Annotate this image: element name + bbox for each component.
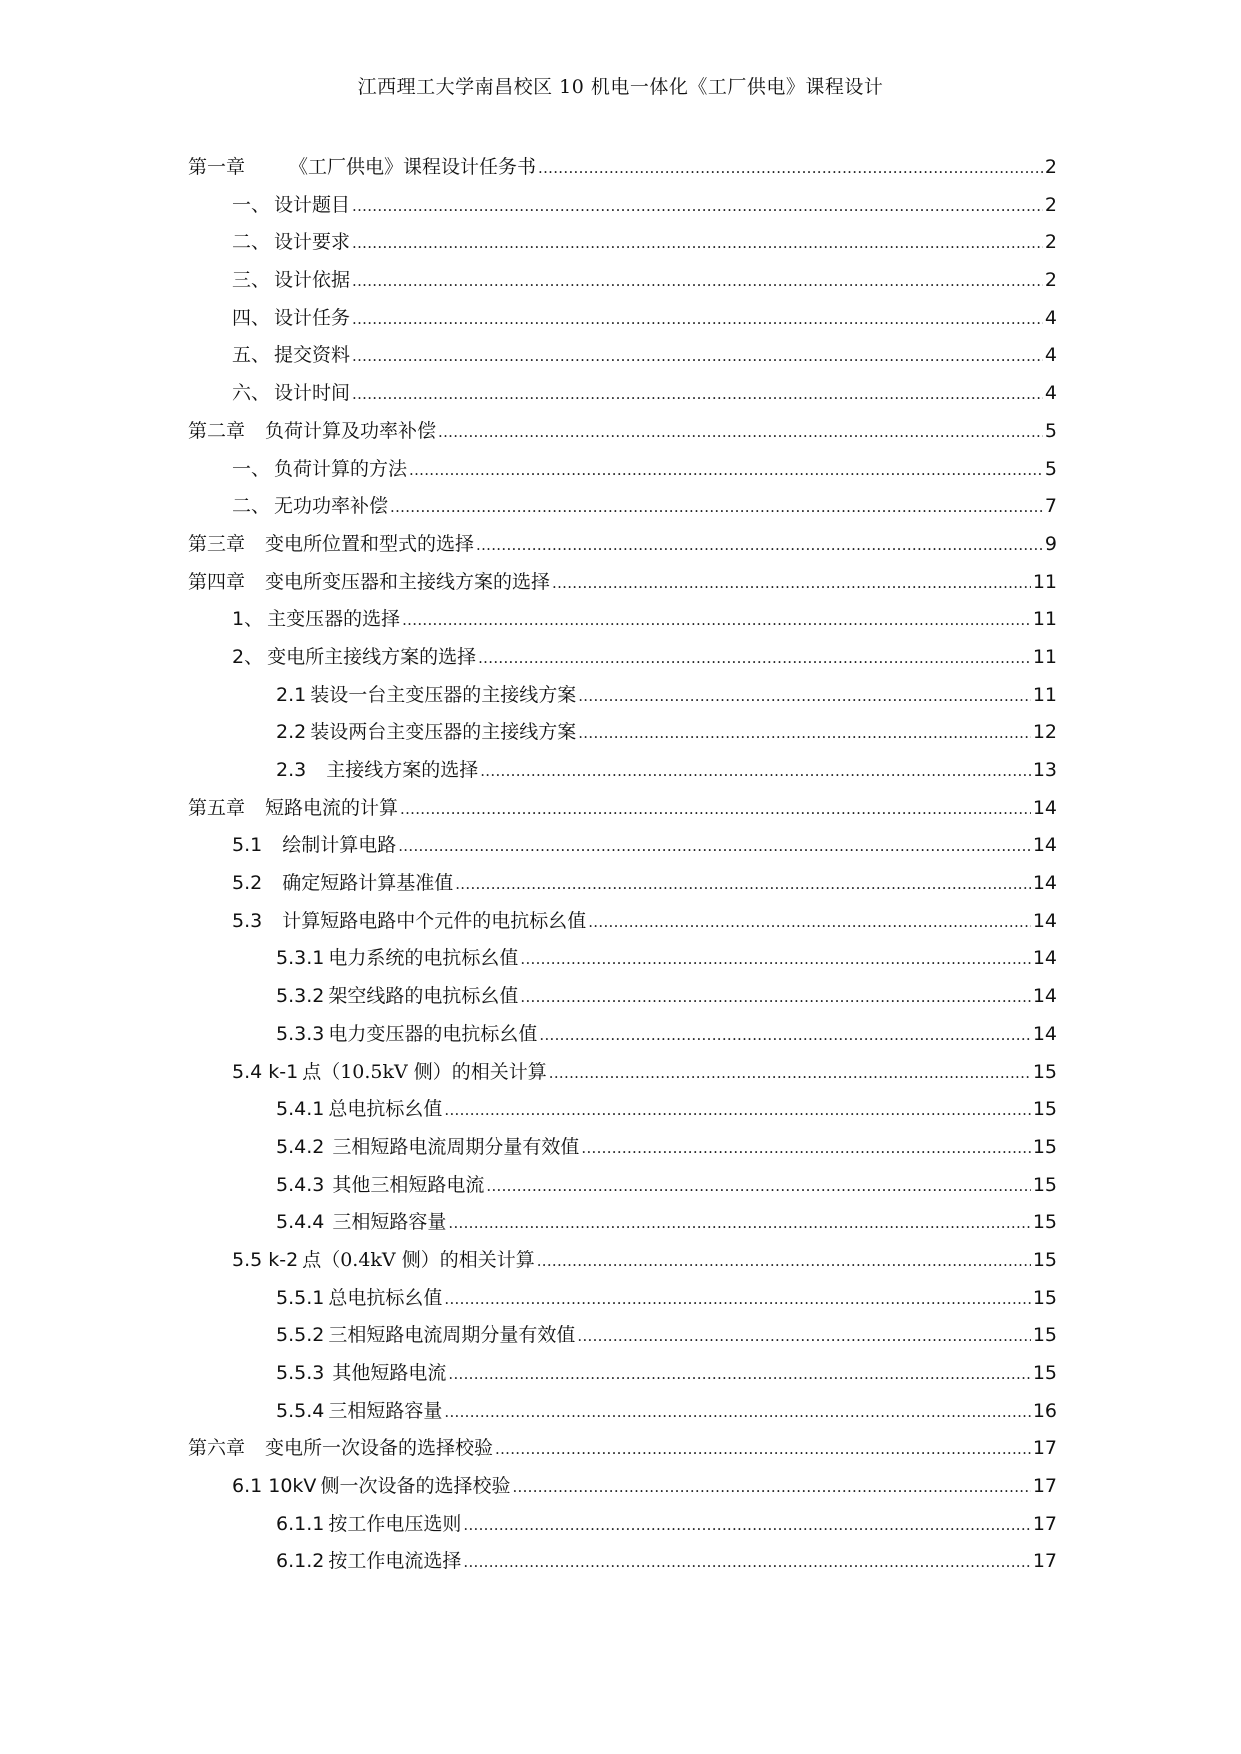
- toc-entry-number: 5.4.3: [276, 1173, 325, 1196]
- toc-entry[interactable]: [188, 1207, 1057, 1245]
- dot-leader: [578, 687, 1031, 705]
- dot-leader: [455, 875, 1031, 893]
- toc-page-number: 16: [1032, 1399, 1057, 1422]
- toc-entry-number: 二、: [232, 495, 271, 518]
- toc-entry-number: 五、: [232, 344, 271, 367]
- toc-entry-title: [276, 1358, 446, 1385]
- toc-entry-title: [276, 1509, 461, 1536]
- toc-entry-title: [232, 227, 350, 254]
- toc-page-number: 15: [1032, 1098, 1057, 1121]
- toc-entry-text: 按工作电流选择: [328, 1550, 462, 1573]
- toc-entry-number: 一、: [232, 193, 271, 216]
- toc-entry-number: 5.2: [232, 872, 263, 895]
- toc-entry-number: 2.3: [276, 759, 307, 781]
- toc-page-number: 17: [1032, 1437, 1057, 1460]
- dot-leader: [402, 611, 1031, 629]
- dot-leader: [512, 1478, 1030, 1496]
- toc-entry-number: 2.2: [276, 721, 307, 744]
- toc-entry-title: [276, 1094, 442, 1121]
- dot-leader: [463, 1516, 1030, 1534]
- toc-entry-text: 设计要求: [274, 231, 351, 254]
- toc-entry[interactable]: [188, 1245, 1057, 1283]
- toc-entry-title: [232, 491, 388, 518]
- toc-entry-number: 5.4.2: [276, 1135, 325, 1158]
- toc-entry-title: [232, 830, 396, 857]
- toc-entry-text: 设计任务: [274, 306, 351, 329]
- toc-entry-title: [232, 265, 350, 292]
- toc-entry-text: 总电抗标幺值: [328, 1286, 443, 1309]
- toc-entry-number: 二、: [232, 231, 271, 254]
- toc-entry-title: [188, 152, 536, 179]
- toc-page-number: 11: [1032, 683, 1057, 706]
- toc-entry-text: 侧一次设备的选择校验: [320, 1475, 511, 1498]
- toc-entry-text: 负荷计算及功率补偿: [265, 419, 437, 442]
- toc-entry-title: [276, 1207, 446, 1234]
- toc-page-number: 17: [1032, 1512, 1057, 1535]
- toc-entry-number: 1、: [232, 608, 264, 631]
- toc-entry[interactable]: [188, 1019, 1057, 1057]
- toc-page-number: 4: [1044, 306, 1057, 329]
- toc-entry-text: 提交资料: [274, 344, 351, 367]
- toc-entry-title: [276, 1170, 484, 1197]
- page-header: 江西理工大学南昌校区 10 机电一体化《工厂供电》课程设计: [357, 76, 884, 98]
- toc-entry-title: [276, 755, 478, 782]
- toc-entry-title: [276, 680, 576, 707]
- toc-entry-number: 6.1.2: [276, 1550, 325, 1573]
- toc-entry-title: [276, 1320, 575, 1347]
- dot-leader: [476, 536, 1043, 554]
- toc-entry[interactable]: [188, 491, 1057, 529]
- toc-entry-text: 按工作电压选则: [328, 1512, 462, 1535]
- toc-entry-number: 5.5.4: [276, 1399, 325, 1422]
- dot-leader: [552, 574, 1031, 592]
- toc-page-number: 15: [1032, 1173, 1057, 1196]
- toc-page-number: 5: [1044, 457, 1057, 480]
- toc-entry-number: 5.5.2: [276, 1324, 325, 1347]
- toc-entry-text: 确定短路计算基准值: [282, 872, 454, 895]
- toc-entry-text: 装设一台主变压器的主接线方案: [310, 683, 577, 706]
- dot-leader: [478, 649, 1031, 667]
- dot-leader: [352, 385, 1043, 403]
- toc-entry[interactable]: [188, 1396, 1057, 1434]
- toc-page-number: 14: [1032, 834, 1057, 857]
- toc-entry-title: [232, 906, 586, 933]
- toc-entry-number: 5.4 k-1: [232, 1060, 299, 1083]
- toc-entry-text: 主变压器的选择: [267, 608, 401, 631]
- toc-entry-title: [232, 454, 407, 481]
- toc-entry-text: 主接线方案的选择: [326, 759, 479, 781]
- toc-entry-title: [276, 943, 518, 970]
- dot-leader: [352, 197, 1043, 215]
- toc-entry-text: 总电抗标幺值: [328, 1098, 443, 1121]
- toc-entry-text: 短路电流的计算: [265, 796, 399, 819]
- toc-entry-title: [232, 303, 350, 330]
- toc-entry-text: 三相短路容量: [328, 1399, 443, 1422]
- toc-entry-title: [188, 416, 436, 443]
- toc-entry-text: 变电所变压器和主接线方案的选择: [265, 570, 551, 593]
- toc-entry[interactable]: [188, 868, 1057, 906]
- toc-entry[interactable]: [188, 1471, 1057, 1509]
- toc-page-number: 14: [1032, 872, 1057, 895]
- toc-entry-title: [232, 868, 453, 895]
- toc-entry-text: 计算短路电路中个元件的电抗标幺值: [282, 909, 587, 932]
- toc-page-number: 15: [1032, 1135, 1057, 1158]
- dot-leader: [390, 498, 1043, 516]
- toc-entry-text: 无功功率补偿: [274, 495, 389, 518]
- toc-entry-text: 点（10.5kV 侧）的相关计算: [302, 1060, 547, 1083]
- toc-entry-number: 6.1 10kV: [232, 1475, 317, 1498]
- toc-entry[interactable]: [188, 604, 1057, 642]
- toc-entry-text: 变电所位置和型式的选择: [265, 532, 475, 555]
- toc-entry-number: 2.1: [276, 683, 307, 706]
- toc-entry-text: 其他短路电流: [332, 1362, 447, 1384]
- toc-entry-text: 变电所主接线方案的选择: [267, 645, 477, 668]
- dot-leader: [409, 461, 1043, 479]
- dot-leader: [581, 1139, 1030, 1157]
- toc-entry[interactable]: [188, 1320, 1057, 1358]
- toc-entry-number: 2、: [232, 645, 264, 668]
- toc-entry-title: [276, 1546, 461, 1573]
- toc-page-number: 7: [1044, 495, 1057, 518]
- dot-leader: [520, 950, 1030, 968]
- toc-entry-number: 5.3.2: [276, 985, 325, 1008]
- toc-entry[interactable]: [188, 416, 1057, 454]
- toc-page-number: 15: [1032, 1248, 1057, 1271]
- toc-page-number: 14: [1032, 909, 1057, 932]
- toc-entry[interactable]: [188, 303, 1057, 341]
- toc-entry-text: 电力系统的电抗标幺值: [328, 947, 519, 970]
- toc-entry[interactable]: [188, 830, 1057, 868]
- toc-page-number: 14: [1032, 1022, 1057, 1045]
- toc-entry[interactable]: [188, 1358, 1057, 1396]
- dot-leader: [539, 1026, 1030, 1044]
- toc-page-number: 13: [1032, 759, 1057, 781]
- toc-entry-number: 5.5.3: [276, 1362, 325, 1384]
- toc-entry[interactable]: [188, 642, 1057, 680]
- toc-page-number: 11: [1032, 645, 1057, 668]
- toc-entry-title: [232, 604, 400, 631]
- toc-entry[interactable]: [188, 680, 1057, 718]
- toc-entry[interactable]: [188, 1546, 1057, 1584]
- toc-entry-text: 绘制计算电路: [282, 834, 397, 857]
- toc-entry[interactable]: [188, 1170, 1057, 1208]
- toc-entry-text: 设计依据: [274, 269, 351, 292]
- toc-entry-text: 其他三相短路电流: [332, 1173, 485, 1196]
- toc-page-number: 15: [1032, 1286, 1057, 1309]
- toc-entry[interactable]: [188, 1132, 1057, 1170]
- toc-entry[interactable]: [188, 152, 1057, 190]
- toc-page-number: 9: [1044, 532, 1057, 555]
- toc-entry[interactable]: [188, 1433, 1057, 1471]
- dot-leader: [537, 1252, 1031, 1270]
- toc-entry[interactable]: [188, 529, 1057, 567]
- toc-page-number: 15: [1032, 1211, 1057, 1234]
- dot-leader: [486, 1177, 1030, 1195]
- toc-entry-text: 架空线路的电抗标幺值: [328, 985, 519, 1008]
- toc-page-number: 4: [1044, 382, 1057, 405]
- toc-page-number: 17: [1032, 1550, 1057, 1573]
- toc-page-number: 5: [1044, 419, 1057, 442]
- toc-entry-title: [232, 1057, 547, 1084]
- toc-entry-title: [188, 529, 474, 556]
- toc-entry-text: 变电所一次设备的选择校验: [265, 1437, 494, 1460]
- toc-entry-title: [188, 1433, 493, 1460]
- toc-entry-number: 5.4.1: [276, 1098, 325, 1121]
- dot-leader: [400, 800, 1031, 818]
- toc-entry-number: 5.5 k-2: [232, 1248, 299, 1271]
- toc-entry-title: [276, 717, 576, 744]
- toc-entry-title: [232, 1471, 510, 1498]
- toc-entry-number: 第一章: [188, 156, 246, 178]
- toc-entry-title: [188, 793, 398, 820]
- toc-page-number: 14: [1032, 796, 1057, 819]
- toc-page-number: 4: [1044, 344, 1057, 367]
- toc-entry-number: 5.3: [232, 909, 263, 932]
- toc-page-number: 14: [1032, 947, 1057, 970]
- toc-entry[interactable]: [188, 340, 1057, 378]
- dot-leader: [495, 1440, 1031, 1458]
- toc-entry-title: [276, 1132, 579, 1159]
- toc-entry-title: [276, 1396, 442, 1423]
- toc-entry-text: 三相短路电流周期分量有效值: [332, 1135, 580, 1158]
- toc-entry-text: 负荷计算的方法: [274, 457, 408, 480]
- dot-leader: [352, 310, 1043, 328]
- toc-entry[interactable]: [188, 227, 1057, 265]
- toc-entry-number: 四、: [232, 306, 271, 329]
- toc-page-number: 14: [1032, 985, 1057, 1008]
- dot-leader: [448, 1214, 1030, 1232]
- toc-entry[interactable]: [188, 943, 1057, 981]
- toc-entry-text: 三相短路容量: [332, 1211, 447, 1234]
- toc-entry-number: 第三章: [188, 532, 246, 555]
- toc-entry-number: 第六章: [188, 1437, 246, 1460]
- dot-leader: [352, 272, 1043, 290]
- toc-entry[interactable]: [188, 793, 1057, 831]
- dot-leader: [444, 1101, 1030, 1119]
- toc-entry-number: 5.3.3: [276, 1022, 325, 1045]
- dot-leader: [520, 988, 1030, 1006]
- toc-entry-text: 三相短路电流周期分量有效值: [328, 1324, 576, 1347]
- toc-entry-number: 第四章: [188, 570, 246, 593]
- toc-entry-text: 《工厂供电》课程设计任务书: [289, 156, 537, 178]
- toc-page-number: 11: [1032, 608, 1057, 631]
- dot-leader: [588, 913, 1031, 931]
- toc-entry[interactable]: [188, 1283, 1057, 1321]
- toc-page-number: 15: [1032, 1362, 1057, 1384]
- dot-leader: [438, 423, 1043, 441]
- toc-page-number: 15: [1032, 1060, 1057, 1083]
- toc-entry-number: 第二章: [188, 419, 246, 442]
- toc-entry-title: [276, 1019, 537, 1046]
- toc-entry-text: 点（0.4kV 侧）的相关计算: [302, 1248, 535, 1271]
- toc-entry-number: 5.4.4: [276, 1211, 325, 1234]
- toc-page-number: 2: [1044, 269, 1057, 292]
- toc-entry[interactable]: [188, 717, 1057, 755]
- toc-entry[interactable]: [188, 454, 1057, 492]
- toc-entry[interactable]: [188, 190, 1057, 228]
- toc-page-number: 12: [1032, 721, 1057, 744]
- dot-leader: [352, 234, 1043, 252]
- dot-leader: [352, 347, 1043, 365]
- toc-entry-text: 设计题目: [274, 193, 351, 216]
- dot-leader: [577, 1327, 1030, 1345]
- toc-page-number: 11: [1032, 570, 1057, 593]
- toc-entry-text: 装设两台主变压器的主接线方案: [310, 721, 577, 744]
- toc-page-number: 2: [1044, 231, 1057, 254]
- toc-entry-title: [232, 340, 350, 367]
- dot-leader: [480, 762, 1031, 780]
- toc-entry[interactable]: [188, 755, 1057, 793]
- table-of-contents: [188, 152, 1057, 1584]
- toc-entry-number: 5.1: [232, 834, 263, 857]
- toc-entry-number: 5.3.1: [276, 947, 325, 970]
- toc-page-number: 17: [1032, 1475, 1057, 1498]
- toc-entry-title: [276, 1283, 442, 1310]
- dot-leader: [578, 724, 1031, 742]
- toc-entry-title: [232, 1245, 535, 1272]
- toc-entry-title: [232, 642, 476, 669]
- toc-page-number: 2: [1044, 193, 1057, 216]
- toc-entry-text: 设计时间: [274, 382, 351, 405]
- toc-entry-title: [232, 190, 350, 217]
- toc-entry-number: 第五章: [188, 796, 246, 819]
- dot-leader: [444, 1403, 1030, 1421]
- toc-entry[interactable]: [188, 1094, 1057, 1132]
- toc-entry[interactable]: [188, 1509, 1057, 1547]
- dot-leader: [448, 1365, 1030, 1383]
- toc-page-number: 2: [1044, 156, 1057, 178]
- toc-entry[interactable]: [188, 567, 1057, 605]
- toc-entry[interactable]: [188, 906, 1057, 944]
- toc-entry-text: 电力变压器的电抗标幺值: [328, 1022, 538, 1045]
- toc-entry-title: [188, 567, 550, 594]
- toc-entry[interactable]: [188, 981, 1057, 1019]
- toc-page-number: 15: [1032, 1324, 1057, 1347]
- dot-leader: [398, 837, 1031, 855]
- toc-entry-number: 六、: [232, 382, 271, 405]
- toc-entry-title: [276, 981, 518, 1008]
- dot-leader: [538, 159, 1043, 177]
- dot-leader: [463, 1553, 1030, 1571]
- toc-entry-number: 三、: [232, 269, 271, 292]
- toc-entry-title: [232, 378, 350, 405]
- dot-leader: [444, 1290, 1030, 1308]
- toc-entry[interactable]: [188, 265, 1057, 303]
- toc-entry[interactable]: [188, 378, 1057, 416]
- toc-entry-number: 一、: [232, 457, 271, 480]
- toc-entry[interactable]: [188, 1057, 1057, 1095]
- dot-leader: [549, 1064, 1031, 1082]
- toc-entry-number: 5.5.1: [276, 1286, 325, 1309]
- toc-entry-number: 6.1.1: [276, 1512, 325, 1535]
